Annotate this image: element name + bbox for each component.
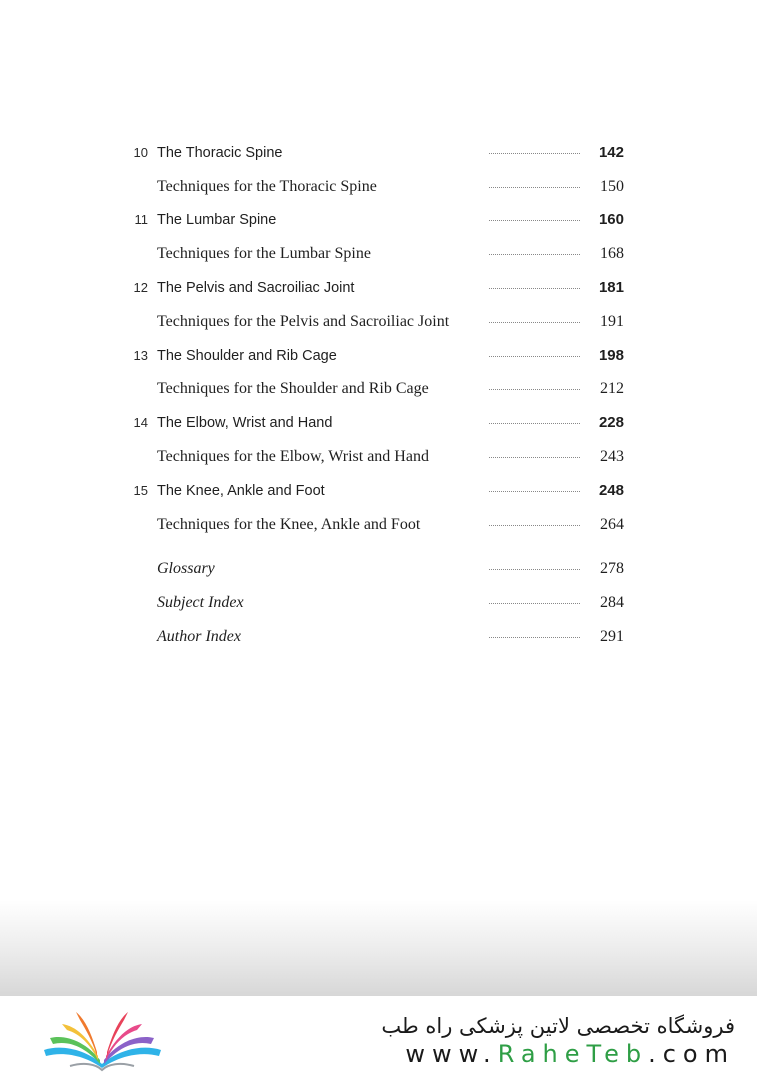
- page-shadow: [0, 900, 757, 996]
- dot-leader: [489, 288, 580, 289]
- chapter-number: 13: [133, 348, 148, 363]
- dot-leader: [489, 322, 580, 323]
- chapter-number: 11: [134, 212, 148, 227]
- entry-title: Glossary: [157, 560, 215, 577]
- chapter-number: 14: [133, 415, 148, 430]
- toc-entry: [0, 344, 757, 368]
- toc-entry: [0, 411, 757, 435]
- dot-leader: [489, 637, 580, 638]
- store-name: فروشگاه تخصصی لاتین پزشکی راه طب: [381, 1014, 735, 1038]
- chapter-number: 10: [133, 145, 148, 160]
- page-number: 168: [600, 245, 624, 262]
- page-number: 191: [600, 313, 624, 330]
- site-suffix: .com: [648, 1040, 735, 1068]
- dot-leader: [489, 457, 580, 458]
- entry-title: Techniques for the Lumbar Spine: [157, 245, 371, 262]
- open-book-logo-icon: [40, 1006, 165, 1072]
- entry-title: Author Index: [157, 628, 241, 645]
- dot-leader: [489, 254, 580, 255]
- toc-entry: [0, 208, 757, 232]
- entry-title: The Shoulder and Rib Cage: [157, 348, 337, 364]
- toc-entry: [0, 242, 757, 266]
- toc-entry: [0, 557, 757, 581]
- toc-entry: [0, 276, 757, 300]
- dot-leader: [489, 491, 580, 492]
- page-number: 150: [600, 178, 624, 195]
- entry-title: Subject Index: [157, 594, 244, 611]
- page-number: 278: [600, 560, 624, 577]
- page-number: 160: [598, 211, 624, 228]
- site-brand: RaheTeb: [497, 1040, 649, 1068]
- page-number: 264: [600, 516, 624, 533]
- page-number: 198: [598, 347, 624, 364]
- toc-entry: [0, 175, 757, 199]
- entry-title: The Pelvis and Sacroiliac Joint: [157, 280, 355, 296]
- toc-entry: [0, 479, 757, 503]
- page-number: 181: [598, 279, 624, 296]
- dot-leader: [489, 423, 580, 424]
- store-footer: [0, 996, 757, 1080]
- page-number: 212: [600, 380, 624, 397]
- entry-title: Techniques for the Pelvis and Sacroiliac Joint: [157, 313, 450, 330]
- page-number: 228: [598, 414, 624, 431]
- toc-entry: [0, 625, 757, 649]
- chapter-number: 15: [133, 483, 148, 498]
- toc-entry: [0, 310, 757, 334]
- site-prefix: www.: [405, 1040, 498, 1068]
- dot-leader: [489, 603, 580, 604]
- page-number: 243: [600, 448, 624, 465]
- page-number: 248: [598, 482, 624, 499]
- website-link[interactable]: [405, 1040, 735, 1068]
- toc-entry: [0, 445, 757, 469]
- toc-entry: [0, 591, 757, 615]
- toc-entry: [0, 513, 757, 537]
- entry-title: The Knee, Ankle and Foot: [157, 483, 325, 499]
- page-number: 142: [598, 144, 624, 161]
- entry-title: The Thoracic Spine: [157, 145, 283, 161]
- dot-leader: [489, 187, 580, 188]
- entry-title: Techniques for the Shoulder and Rib Cage: [157, 380, 429, 397]
- dot-leader: [489, 220, 580, 221]
- dot-leader: [489, 525, 580, 526]
- toc-entry: [0, 377, 757, 401]
- page-number: 284: [600, 594, 624, 611]
- entry-title: Techniques for the Elbow, Wrist and Hand: [157, 448, 429, 465]
- dot-leader: [489, 389, 580, 390]
- dot-leader: [489, 356, 580, 357]
- page-number: 291: [600, 628, 624, 645]
- entry-title: The Lumbar Spine: [157, 212, 277, 228]
- chapter-number: 12: [133, 280, 148, 295]
- dot-leader: [489, 569, 580, 570]
- entry-title: Techniques for the Knee, Ankle and Foot: [157, 516, 421, 533]
- entry-title: Techniques for the Thoracic Spine: [157, 178, 377, 195]
- toc-entry: [0, 141, 757, 165]
- entry-title: The Elbow, Wrist and Hand: [157, 415, 333, 431]
- dot-leader: [489, 153, 580, 154]
